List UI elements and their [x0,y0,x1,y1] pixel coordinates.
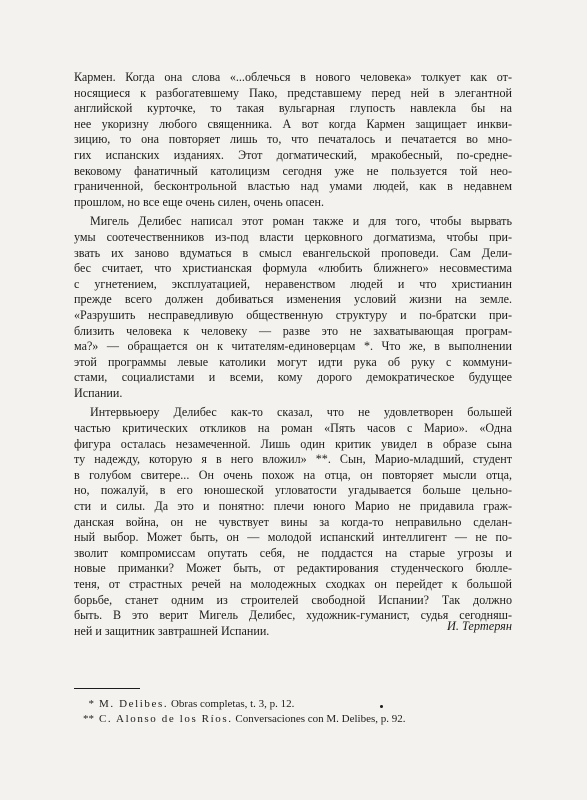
text-line: теня, от страстных речей на молодежных сходках он перейдет к большой [74,577,512,591]
footnote-text: Obras completas, t. 3, p. 12. [170,698,295,710]
text-line: бес считает, что христианская формула «любить ближнего» несовместима [74,261,512,276]
text-line: английской курточке, то такая вульгарная глупость навлекла бы на [74,101,512,116]
text-line: гих испанских изданиях. Этот догматический, мракобесный, по-средне- [74,147,512,162]
text-line: вековому фанатичный католицизм сегодня уже не пользуется той нео- [74,163,512,178]
text-line: но, пожалуй, в его юношеской угловатости угадывается больше цельно- [74,483,512,498]
text-line: зволит компромиссам опутать себя, не поддастся на старые угрозы и [74,545,512,560]
text-line: данская война, он не чувствует вины за когда-то неправильно сделан- [74,514,512,529]
text-line: Испании. [74,385,123,400]
text-line: стами, социалистами и всеми, кому дорого демократическое будущее [74,370,512,385]
text-line: Интервьюеру Делибес как-то сказал, что не удовлетворен большей [90,405,512,420]
footnote-divider [74,688,140,689]
text-line: ней и защитник завтрашней Испании. [74,623,270,638]
text-line: Кармен. Когда она слова «...облечься в нового человека» толкует как от- [74,70,512,84]
text-line: ный выбор. Может быть, он — молодой испанский интеллигент — не по- [74,530,512,545]
body-text [74,70,512,639]
text-line: близить человека к человеку — разве это не захватывающая програм- [74,323,512,338]
text-line: с угнетением, эксплуатацией, неравенством людей и что христианин [74,276,512,291]
text-line: зицию, то она повторяет лишь то, что печаталось и печатается во мно- [74,132,512,147]
text-line: Мигель Делибес написал этот роман также и для того, чтобы вырвать [90,214,512,229]
text-line: «Разрушить несправедливую общественную структуру и по-братски при- [74,307,512,322]
footnote-2 [74,712,514,727]
footnote-mark: * [88,698,94,710]
text-line: прошлом, но все еще очень силен, очень опасен. [74,194,325,209]
text-line: ма?» — обращается он к читателям-единоверцам *. Что же, в выполнении [74,339,512,354]
footnotes [74,697,514,726]
text-line: фигура осталась незамеченной. Лишь один критик увидел в образе сына [74,436,512,451]
text-line: новые приманки? Может быть, от редактирования студенческого бюлле- [74,561,512,576]
footnote-author: M. Delibes. [99,698,169,710]
text-line: этой программы левые католики могут идти рука об руку с коммуни- [74,354,512,369]
text-line: нее укоризну любого священника. А вот когда Кармен защищает инкви- [74,116,512,131]
text-line: ту надежду, которую я в него вложил» **. Сын, Марио-младший, студент [74,452,512,467]
text-line: звать их заново вдуматься в смысл евангельской проповеди. Сам Дели- [74,245,512,260]
text-line: граниченной, бесконтрольной властью над умами людей, как в недавнем [74,179,512,194]
text-line: сти и силы. Да это и понятно: плечи юного Марио не придавила граж- [74,499,512,514]
text-line: носящиеся к разбогатевшему Пако, представшему перед ней в элегантной [74,85,512,100]
author-signature: И. Тертерян [446,619,512,633]
footnote-mark: ** [83,712,94,725]
text-line: быть. В это верит Мигель Делибес, художник-гуманист, судья сегодняш- [74,608,512,623]
footnote-author: C. Alonso de los Ríos. [99,712,233,725]
text-line: в голубом свитере... Он очень похож на отца, он повторяет мысли отца, [74,467,512,482]
footnote-text: Conversaciones con M. Delibes, p. 92. [235,712,406,725]
footnote-1 [74,697,514,712]
text-line: умы соотечественников из-под власти церковного догматизма, чтобы при- [74,229,512,244]
text-line: борьбе, станет одним из строителей свободной Испании? Так должно [74,592,512,607]
text-line: прежде всего должен добиваться изменения условий жизни на земле. [74,292,512,307]
text-line: частью критических откликов на роман «Пять часов с Марио». «Одна [74,421,512,436]
